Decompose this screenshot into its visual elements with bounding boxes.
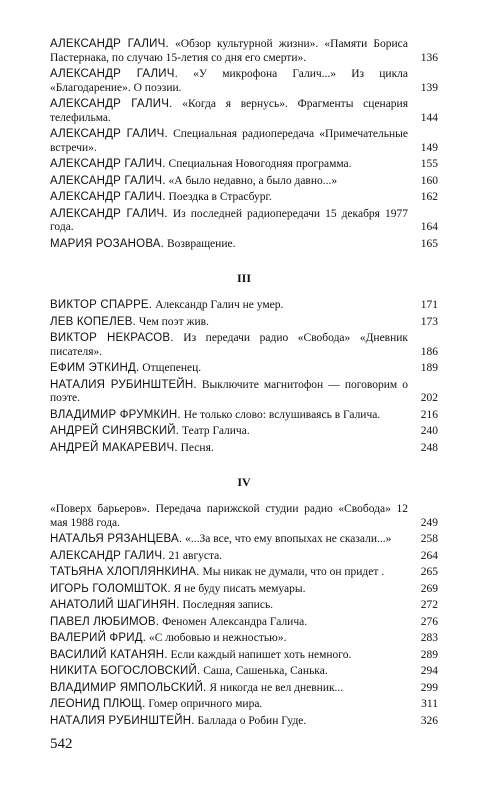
entry-title: Специальная Новогодняя программа. (168, 158, 352, 170)
entry-title: Гомер опричного мира. (148, 698, 263, 710)
entry-author: АНДРЕЙ СИНЯВСКИЙ. (50, 425, 180, 437)
entry-text (50, 299, 408, 313)
entry-title: Александр Галич не умер. (155, 299, 284, 311)
toc-entry (50, 191, 438, 205)
entry-author: НИКИТА БОГОСЛОВСКИЙ. (50, 665, 201, 677)
entry-title: Баллада о Робин Гуде. (197, 714, 307, 727)
entry-title: Из передачи радио «Свобода» «Дневник писателя». (50, 332, 409, 358)
entry-page-number: 248 (420, 441, 438, 454)
entry-author: ПАВЕЛ ЛЮБИМОВ. (50, 615, 160, 628)
entry-page-number: 160 (420, 174, 438, 187)
toc-entry (50, 533, 438, 547)
entry-title: 21 августа. (168, 549, 223, 562)
entry-title: Я не буду писать мемуары. (173, 582, 306, 595)
entry-text (50, 68, 408, 95)
toc-entry (50, 332, 438, 359)
entry-title: «...За все, что ему впопыхах не сказали...» (185, 533, 392, 545)
entry-author: ТАТЬЯНА ХЛОПЛЯНКИНА. (50, 566, 200, 578)
entry-text (50, 715, 408, 729)
entry-title: «У микрофона Галич...» Из цикла «Благодарение». О поэзии. (50, 68, 409, 94)
entry-text (50, 566, 408, 580)
entry-author: НАТАЛИЯ РУБИНШТЕЙН. (50, 714, 195, 727)
section-heading: III (236, 271, 251, 285)
entry-author: АЛЕКСАНДР ГАЛИЧ. (50, 191, 166, 203)
entry-title: Возвращение. (166, 237, 236, 250)
entry-text (50, 503, 408, 530)
toc-entry (50, 158, 438, 172)
entry-title: Мы никак не думали, что он придет . (202, 566, 385, 578)
entry-author: ЛЕВ КОПЕЛЕВ. (50, 315, 137, 328)
entry-page-number: 186 (420, 345, 438, 358)
entry-text (50, 665, 408, 679)
entry-title: «Поверх барьеров». Передача парижской студии радио «Свобода» 12 мая 1988 года. (50, 503, 408, 529)
toc-entry (50, 665, 438, 679)
entry-author: АЛЕКСАНДР ГАЛИЧ. (50, 174, 166, 187)
entry-page-number: 144 (420, 111, 438, 124)
entry-text (50, 362, 408, 376)
table-of-contents (50, 38, 438, 731)
toc-entry (50, 442, 438, 456)
entry-title: Песня. (180, 441, 214, 454)
entry-author: АНАТОЛИЙ ШАГИНЯН. (50, 599, 180, 611)
toc-entry (50, 566, 438, 580)
page-number: 542 (50, 736, 73, 752)
toc-entry (50, 682, 438, 696)
entry-title: «А было недавно, а было давно...» (168, 174, 338, 187)
entry-author: ВАСИЛИЙ КАТАНЯН. (50, 648, 168, 661)
entry-page-number: 265 (420, 566, 438, 578)
toc-entry (50, 299, 438, 313)
entry-title: Феномен Александра Галича. (162, 615, 308, 628)
entry-page-number: 269 (420, 582, 438, 595)
entry-page-number: 294 (420, 665, 438, 677)
entry-title: Не только слово: вслушиваясь в Галича. (183, 408, 381, 421)
entry-page-number: 171 (420, 299, 438, 311)
toc-entry (50, 362, 438, 376)
toc-entry (50, 616, 438, 630)
entry-author: ВЛАДИМИР ЯМПОЛЬСКИЙ. (50, 681, 207, 694)
entry-page-number: 139 (420, 81, 438, 94)
entry-title: Если каждый напишет хоть немного. (170, 648, 352, 661)
entry-text (50, 379, 408, 406)
entry-author: НАТАЛЬЯ РЯЗАНЦЕВА. (50, 533, 183, 545)
entry-author: ЛЕОНИД ПЛЮЩ. (50, 698, 146, 710)
toc-entry (50, 409, 438, 423)
entry-author: ИГОРЬ ГОЛОМШТОК. (50, 582, 171, 595)
entry-text (50, 425, 408, 439)
entry-page-number: 173 (420, 315, 438, 328)
entry-title: Поездка в Страсбург. (168, 191, 272, 203)
entry-page-number: 276 (420, 615, 438, 628)
toc-entry (50, 715, 438, 729)
entry-author: ВИКТОР СПАРРЕ. (50, 299, 153, 311)
entry-text (50, 332, 408, 359)
entry-title: «Когда я вернусь». Фрагменты сценария телефильма. (50, 98, 408, 124)
toc-entry (50, 98, 438, 125)
entry-text (50, 632, 408, 646)
entry-page-number: 326 (420, 714, 438, 727)
entry-text (50, 128, 408, 155)
entry-author: ВЛАДИМИР ФРУМКИН. (50, 408, 181, 421)
toc-entry (50, 583, 438, 597)
entry-author: АЛЕКСАНДР ГАЛИЧ. (50, 158, 166, 170)
entry-page-number: 136 (420, 51, 438, 64)
entry-author: АЛЕКСАНДР ГАЛИЧ. (50, 128, 168, 140)
entry-text (50, 316, 408, 330)
entry-page-number: 258 (420, 533, 438, 545)
entry-author: АЛЕКСАНДР ГАЛИЧ. (50, 38, 169, 50)
entry-text (50, 442, 408, 456)
toc-entry (50, 698, 438, 712)
entry-author: ВИКТОР НЕКРАСОВ. (50, 332, 174, 344)
entry-title: Чем поэт жив. (138, 315, 209, 328)
entry-text (50, 583, 408, 597)
entry-page-number: 155 (420, 158, 438, 170)
section-heading: IV (237, 475, 251, 489)
entry-text (50, 98, 408, 125)
entry-author: НАТАЛИЯ РУБИНШТЕЙН. (50, 378, 197, 391)
toc-entry (50, 175, 438, 189)
toc-entry (50, 649, 438, 663)
entry-page-number: 249 (420, 516, 438, 529)
entry-author: ЕФИМ ЭТКИНД. (50, 362, 140, 374)
toc-entry (50, 425, 438, 439)
entry-text (50, 175, 408, 189)
entry-title: Из последней радиопередачи 15 декабря 1977 года. (50, 207, 409, 233)
entry-text (50, 698, 408, 712)
entry-text (50, 191, 408, 205)
toc-entry (50, 632, 438, 646)
entry-page-number: 216 (420, 408, 438, 421)
toc-entry (50, 128, 438, 155)
entry-text (50, 38, 408, 65)
entry-page-number: 162 (420, 191, 438, 203)
entry-author: ВАЛЕРИЙ ФРИД. (50, 632, 147, 644)
entry-title: «С любовью и нежностью». (148, 632, 287, 644)
entry-author: АЛЕКСАНДР ГАЛИЧ. (50, 207, 168, 220)
entry-page-number: 311 (421, 698, 438, 710)
entry-title: Выключите магнитофон — поговорим о поэте. (50, 378, 409, 404)
entry-author: МАРИЯ РОЗАНОВА. (50, 237, 165, 250)
entry-text (50, 550, 408, 564)
entry-title: «Обзор культурной жизни». «Памяти Бориса Пастернака, по случаю 15-летия со дня его смерти». (50, 38, 408, 64)
entry-title: Специальная радиопередача «Примечательные встречи». (50, 128, 409, 154)
entry-page-number: 165 (420, 237, 438, 250)
toc-entry (50, 316, 438, 330)
entry-author: АЛЕКСАНДР ГАЛИЧ. (50, 549, 166, 562)
entry-author: АЛЕКСАНДР ГАЛИЧ. (50, 98, 173, 110)
entry-page-number: 289 (420, 648, 438, 661)
toc-entry (50, 38, 438, 65)
entry-title: Отщепенец. (142, 362, 202, 374)
entry-page-number: 149 (420, 141, 438, 154)
entry-author: АНДРЕЙ МАКАРЕВИЧ. (50, 441, 178, 454)
toc-entry (50, 599, 438, 613)
entry-page-number: 240 (420, 425, 438, 437)
entry-title: Я никогда не вел дневник... (209, 681, 344, 694)
entry-title: Саша, Сашенька, Санька. (203, 665, 328, 677)
entry-text (50, 616, 408, 630)
entry-page-number: 164 (420, 221, 438, 233)
entry-text (50, 409, 408, 423)
entry-page-number: 264 (420, 549, 438, 562)
entry-text (50, 208, 408, 235)
entry-title: Театр Галича. (182, 425, 250, 437)
toc-entry (50, 503, 438, 530)
entry-page-number: 202 (420, 392, 438, 404)
entry-text (50, 682, 408, 696)
entry-author: АЛЕКСАНДР ГАЛИЧ. (50, 68, 178, 80)
entry-text (50, 599, 408, 613)
entry-text (50, 238, 408, 252)
entry-page-number: 299 (420, 681, 438, 694)
toc-entry (50, 238, 438, 252)
entry-text (50, 649, 408, 663)
toc-entry (50, 68, 438, 95)
entry-text (50, 533, 408, 547)
entry-page-number: 189 (420, 362, 438, 374)
entry-page-number: 272 (420, 599, 438, 611)
toc-entry (50, 208, 438, 235)
toc-entry (50, 379, 438, 406)
entry-title: Последняя запись. (182, 599, 274, 611)
entry-text (50, 158, 408, 172)
toc-entry (50, 550, 438, 564)
entry-page-number: 283 (420, 632, 438, 644)
